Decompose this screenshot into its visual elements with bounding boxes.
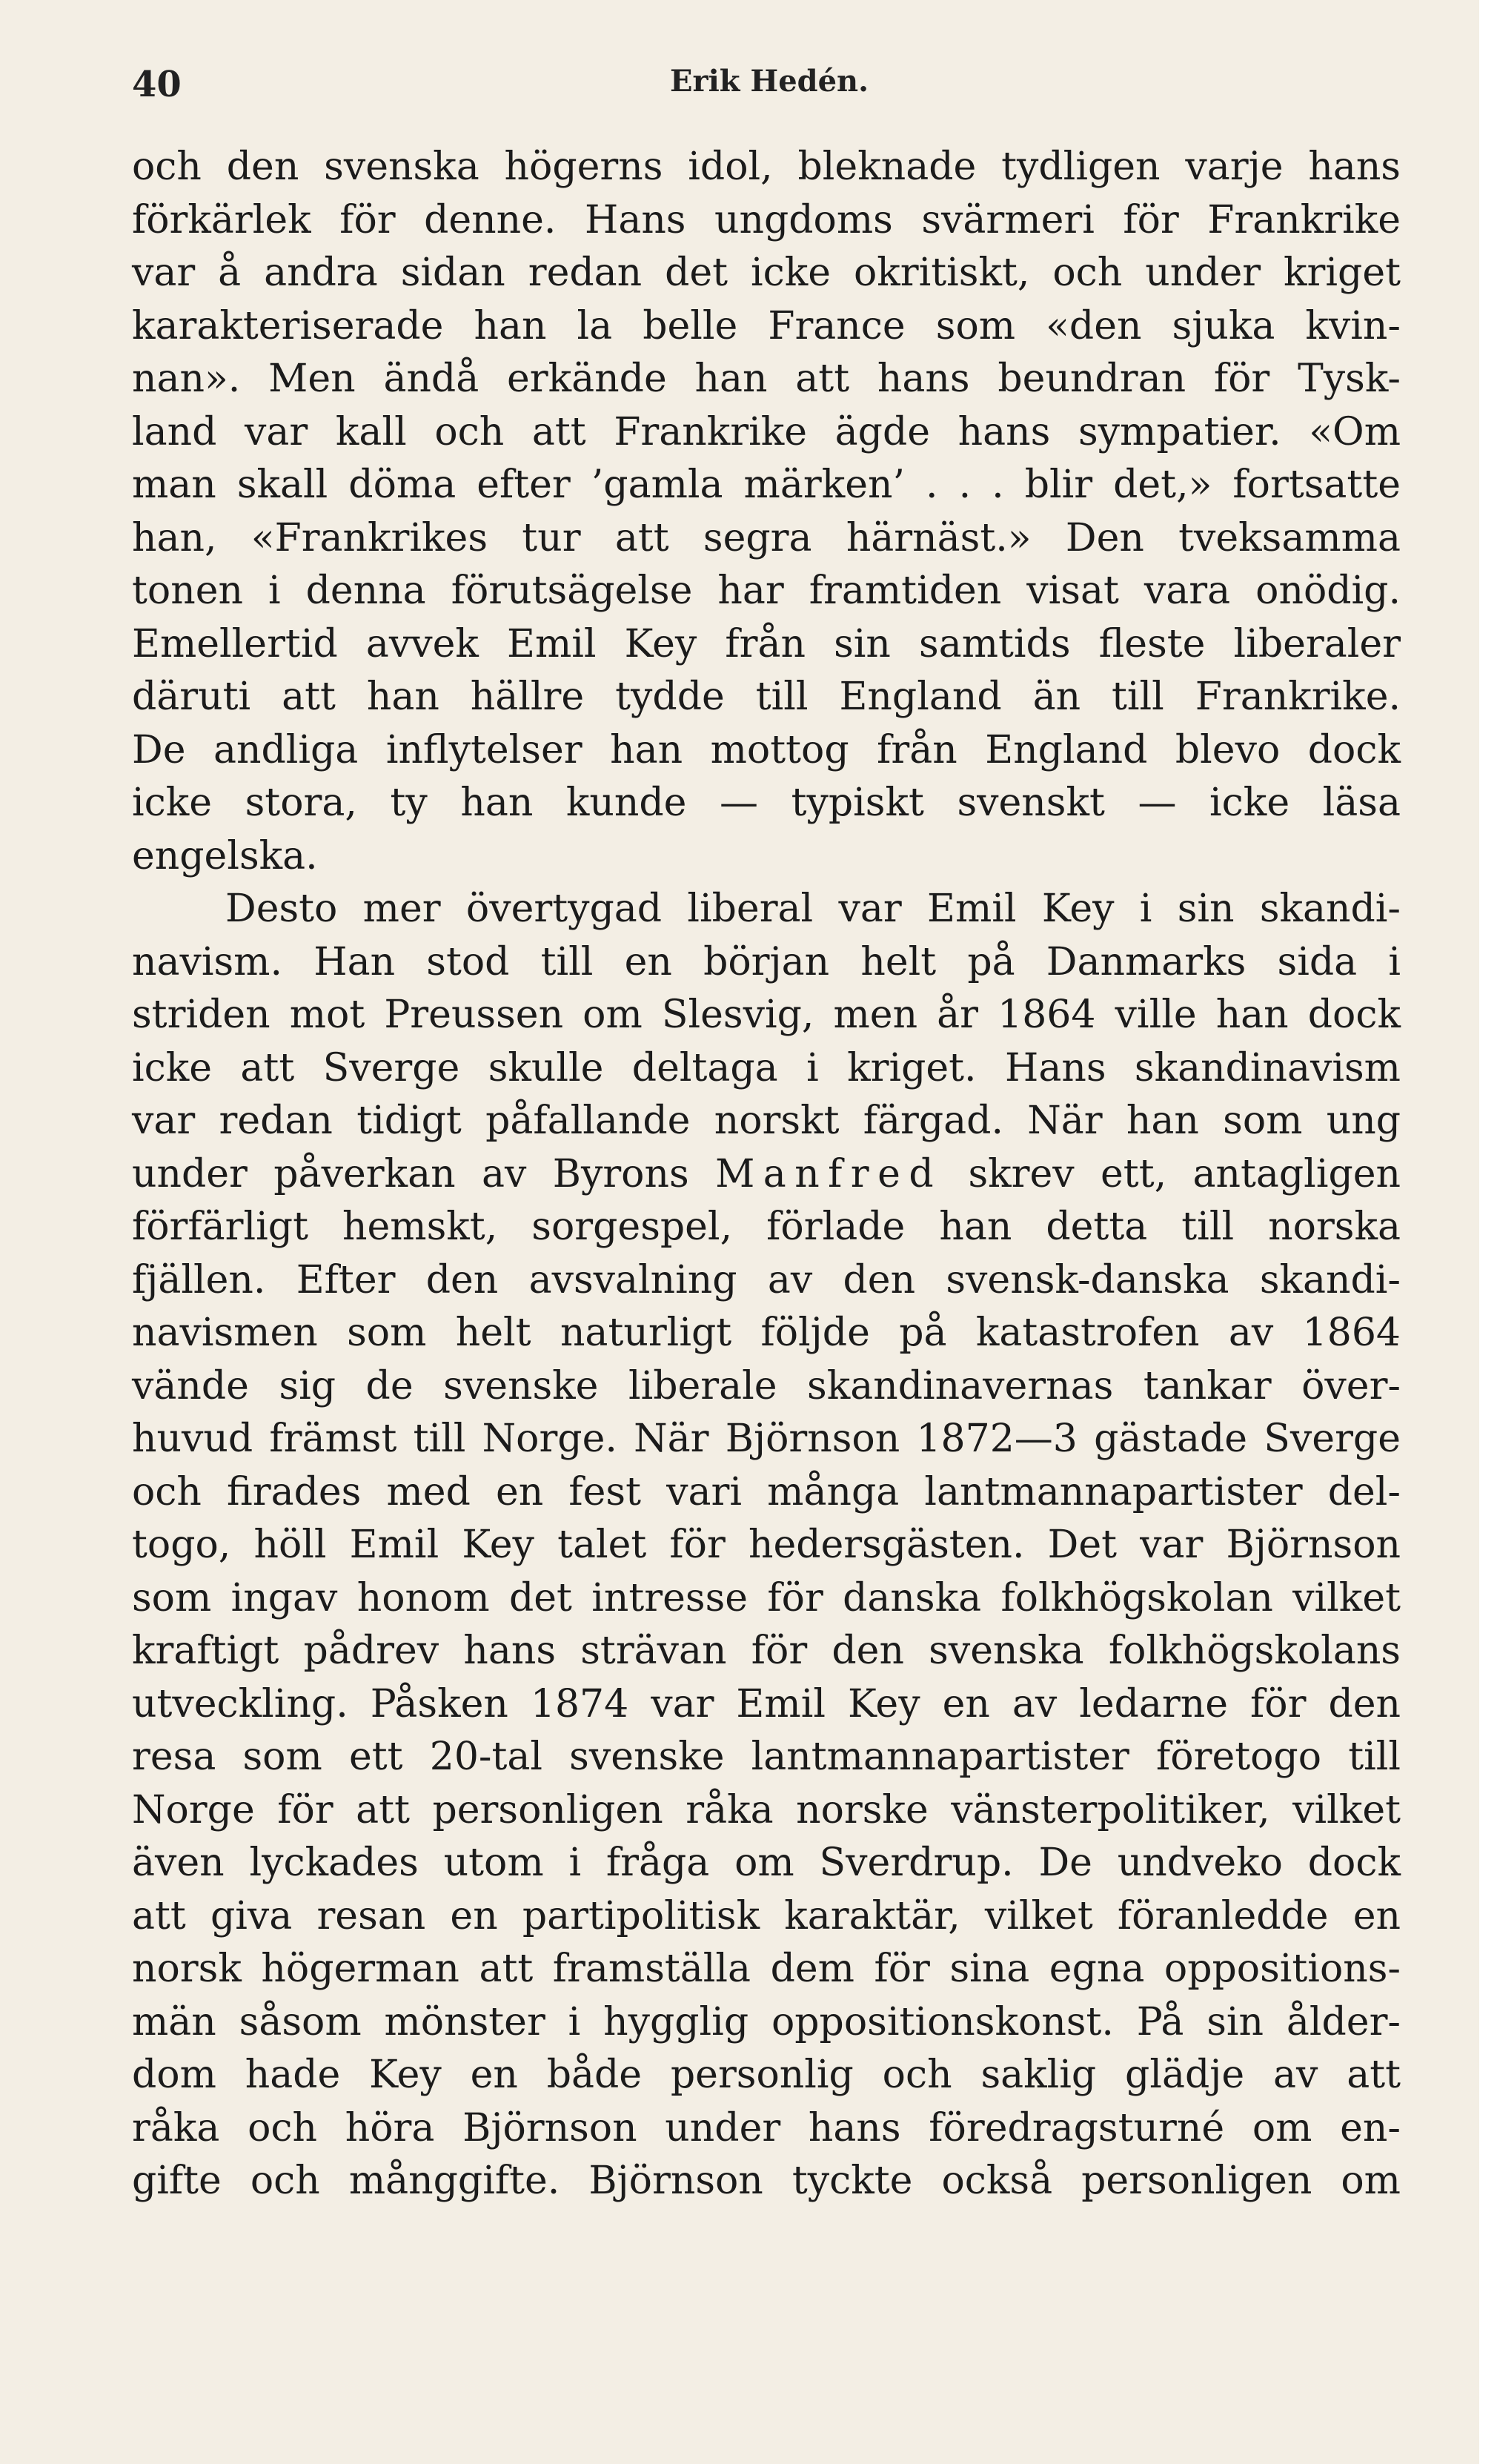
text-line: han, «Frankrikes tur att segra härnäst.» Den tveksamma [132,515,1401,560]
text-line: var redan tidigt påfallande norskt färgad. När han som ung [132,1099,1401,1143]
text-line: engelska. [132,833,318,878]
text-line: nan». Men ändå erkände han att hans beundran för Tysk- [132,357,1401,401]
text-line: att giva resan en partipolitisk karaktär, vilket föranledde en [132,1893,1401,1938]
text-line: råka och höra Björnson under hans föredragsturné om en- [132,2105,1401,2150]
text-line: huvud främst till Norge. När Björnson 1872—3 gästade Sverge [132,1417,1401,1461]
text-line: striden mot Preussen om Slesvig, men år 1864 ville han dock [132,993,1401,1037]
body-text [132,141,1401,2208]
text-line: Emellertid avvek Emil Key från sin samtids fleste liberaler [132,621,1401,666]
text-line: utveckling. Påsken 1874 var Emil Key en av ledarne för den [132,1681,1401,1726]
page-header [132,44,1414,133]
text-line: var å andra sidan redan det icke okritiskt, och under kriget [132,251,1401,295]
text-line: Desto mer övertygad liberal var Emil Key i sin skandi- [225,887,1401,931]
text-line: dom hade Key en både personlig och saklig glädje av att [132,2053,1401,2097]
text-line: och den svenska högerns idol, bleknade tydligen varje hans [132,145,1401,189]
text-line: Norge för att personligen råka norske vänsterpolitiker, vilket [132,1787,1401,1832]
scan-margin [1479,0,1497,2464]
text-line: navismen som helt naturligt följde på katastrofen av 1864 [132,1311,1401,1355]
text-line: däruti att han hällre tydde till England än till Frankrike. [132,675,1401,719]
text-line: förfärligt hemskt, sorgespel, förlade han detta till norska [132,1205,1401,1249]
text-line: norsk högerman att framställa dem för sina egna oppositions- [132,1947,1401,1991]
text-line: förkärlek för denne. Hans ungdoms svärmeri för Frankrike [132,197,1401,242]
text-line: kraftigt pådrev hans strävan för den svenska folkhögskolans [132,1629,1401,1673]
text-segment: skrev ett, antagligen [968,1151,1401,1196]
text-line: resa som ett 20-tal svenske lantmannapartister företogo till [132,1735,1401,1779]
text-line: navism. Han stod till en början helt på Danmarks sida i [132,939,1401,984]
text-line: som ingav honom det intresse för danska folkhögskolan vilket [132,1575,1401,1620]
text-line-with-title [132,1148,1401,1202]
text-line: vände sig de svenske liberale skandinavernas tankar över- [132,1363,1401,1408]
running-head: Erik Hedén. [670,64,869,99]
page-number: 40 [132,64,182,105]
text-line: icke stora, ty han kunde — typiskt svenskt — icke läsa [132,781,1401,825]
text-line: icke att Sverge skulle deltaga i kriget. Hans skandinavism [132,1045,1401,1090]
text-line: fjällen. Efter den avsvalning av den svensk-danska skandi- [132,1257,1401,1302]
text-line: gifte och månggifte. Björnson tyckte också personligen om [132,2159,1401,2203]
text-line: och firades med en fest vari många lantmannapartister del- [132,1469,1401,1514]
text-line: även lyckades utom i fråga om Sverdrup. De undveko dock [132,1841,1401,1885]
text-line: De andliga inflytelser han mottog från England blevo dock [132,727,1401,772]
text-line: karakteriserade han la belle France som «den sjuka kvin- [132,303,1401,348]
spaced-title: Manfred [715,1151,943,1196]
text-line: togo, höll Emil Key talet för hedersgästen. Det var Björnson [132,1523,1401,1567]
text-line: tonen i denna förutsägelse har framtiden visat vara onödig. [132,569,1401,613]
text-line: män såsom mönster i hygglig oppositionskonst. På sin ålder- [132,1999,1401,2044]
text-line: man skall döma efter ’gamla märken’ . . . blir det,» fortsatte [132,463,1401,507]
text-segment: under påverkan av Byrons [132,1151,689,1196]
text-line: land var kall och att Frankrike ägde hans sympatier. «Om [132,409,1401,454]
